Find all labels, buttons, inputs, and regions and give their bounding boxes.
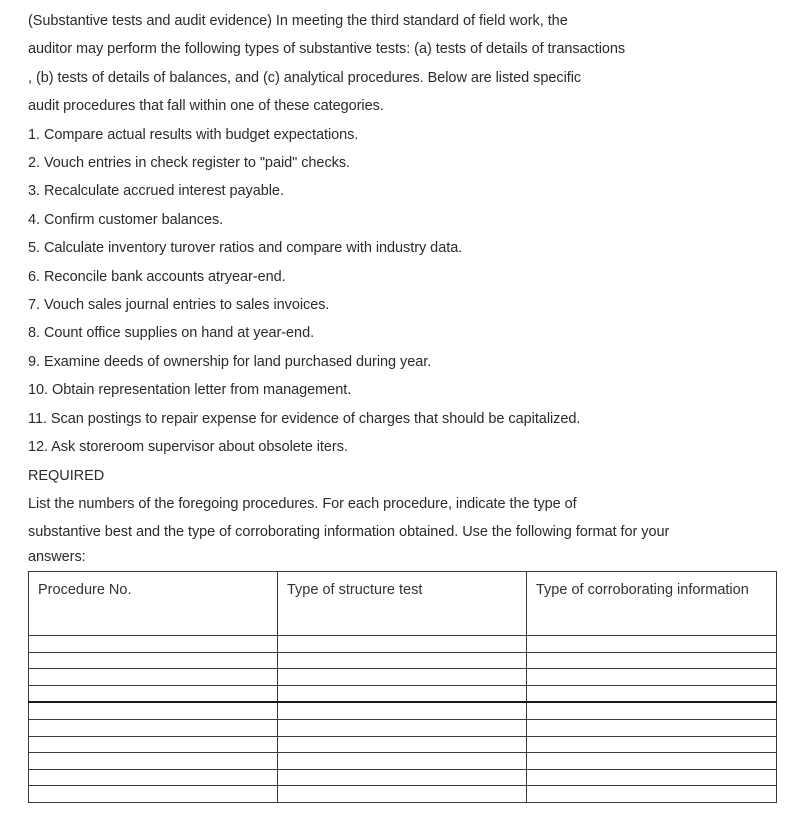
table-cell[interactable] (278, 636, 527, 653)
answer-format-table (28, 571, 777, 803)
intro-line: , (b) tests of details of balances, and (c) analytical procedures. Below are listed specific (28, 69, 582, 86)
table-cell[interactable] (29, 753, 278, 770)
table-cell[interactable] (278, 786, 527, 803)
procedure-item: 5. Calculate inventory turover ratios and compare with industry data. (28, 240, 463, 257)
table-cell[interactable] (278, 652, 527, 669)
table-cell[interactable] (29, 736, 278, 753)
header-procedure-no: Procedure No. (29, 572, 278, 636)
procedure-item: 11. Scan postings to repair expense for evidence of charges that should be capitalized. (28, 410, 581, 427)
table-cell[interactable] (29, 669, 278, 686)
required-line: answers: (28, 548, 86, 565)
procedure-item: 4. Confirm customer balances. (28, 211, 224, 228)
table-cell[interactable] (29, 719, 278, 736)
table-cell[interactable] (527, 636, 777, 653)
table-cell[interactable] (29, 652, 278, 669)
table-cell[interactable] (527, 786, 777, 803)
required-line: substantive best and the type of corroborating information obtained. Use the following format for your (28, 524, 670, 541)
table-row (29, 786, 777, 803)
table-cell[interactable] (29, 636, 278, 653)
required-line: List the numbers of the foregoing procedures. For each procedure, indicate the type of (28, 495, 577, 512)
table-cell[interactable] (278, 685, 527, 702)
table-row (29, 652, 777, 669)
intro-line: auditor may perform the following types of substantive tests: (a) tests of details of transactions (28, 41, 626, 58)
required-heading: REQUIRED (28, 467, 105, 484)
procedure-item: 9. Examine deeds of ownership for land purchased during year. (28, 353, 432, 370)
table-cell[interactable] (527, 652, 777, 669)
table-row (29, 736, 777, 753)
table-row (29, 636, 777, 653)
table-cell[interactable] (527, 769, 777, 786)
intro-line: audit procedures that fall within one of these categories. (28, 98, 384, 115)
procedure-item: 6. Reconcile bank accounts atryear-end. (28, 268, 286, 285)
procedure-item: 3. Recalculate accrued interest payable. (28, 183, 284, 200)
document-body (28, 0, 788, 568)
procedure-item: 7. Vouch sales journal entries to sales invoices. (28, 297, 330, 314)
table-cell[interactable] (278, 736, 527, 753)
table-row (29, 685, 777, 702)
table-cell[interactable] (527, 702, 777, 719)
table-cell[interactable] (278, 669, 527, 686)
table-row (29, 719, 777, 736)
table-cell[interactable] (29, 685, 278, 702)
procedure-item: 1. Compare actual results with budget expectations. (28, 126, 359, 143)
table-row (29, 753, 777, 770)
table-cell[interactable] (29, 769, 278, 786)
procedure-item: 2. Vouch entries in check register to "paid" checks. (28, 155, 351, 172)
table-header-row (29, 572, 777, 636)
table-cell[interactable] (278, 702, 527, 719)
table-cell[interactable] (527, 669, 777, 686)
table-cell[interactable] (278, 753, 527, 770)
table-row (29, 769, 777, 786)
table-cell[interactable] (527, 753, 777, 770)
procedure-item: 8. Count office supplies on hand at year-end. (28, 325, 315, 342)
table-row (29, 669, 777, 686)
table-cell[interactable] (278, 719, 527, 736)
table-cell[interactable] (527, 719, 777, 736)
procedure-item: 10. Obtain representation letter from management. (28, 382, 352, 399)
procedure-item: 12. Ask storeroom supervisor about obsolete iters. (28, 439, 348, 456)
table-cell[interactable] (29, 702, 278, 719)
table-cell[interactable] (278, 769, 527, 786)
intro-line: (Substantive tests and audit evidence) In meeting the third standard of field work, the (28, 13, 568, 29)
table-cell[interactable] (527, 685, 777, 702)
header-type-of-test: Type of structure test (278, 572, 527, 636)
header-corroborating-info: Type of corroborating information (527, 572, 777, 636)
table-cell[interactable] (29, 786, 278, 803)
table-row (29, 702, 777, 719)
table-cell[interactable] (527, 736, 777, 753)
